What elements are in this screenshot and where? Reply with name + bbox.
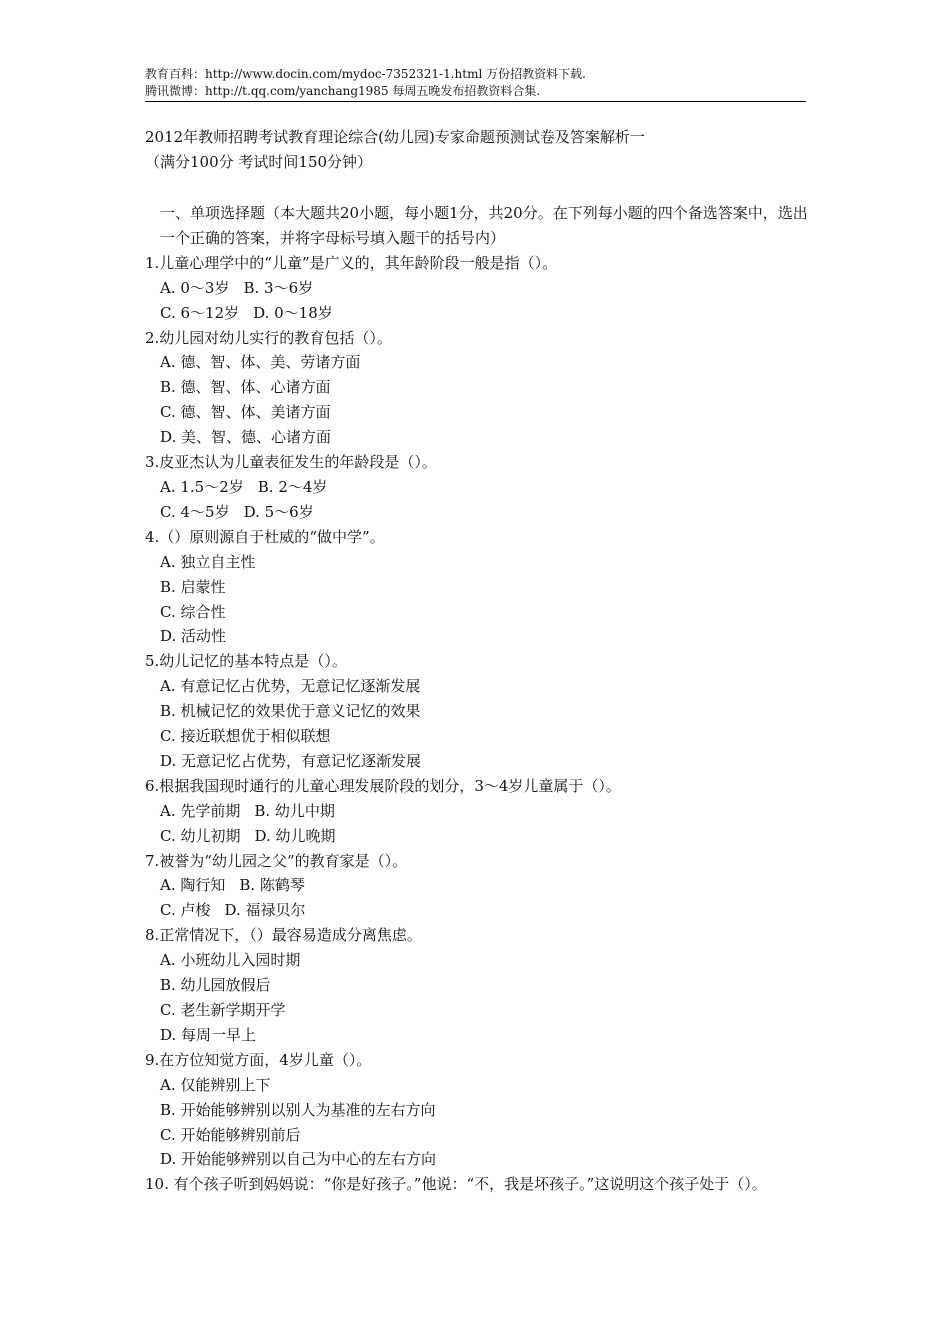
answer-option: A. 0～3岁	[160, 278, 230, 297]
question-stem: 1.儿童心理学中的“儿童”是广义的，其年龄阶段一般是指（）。	[145, 253, 558, 272]
answer-option: C. 综合性	[160, 602, 226, 621]
answer-option: A. 1.5～2岁	[160, 477, 244, 496]
answer-option: D. 开始能够辨别以自己为中心的左右方向	[160, 1150, 437, 1169]
section-intro: 一、单项选择题（本大题共20小题，每小题1分，共20分。在下列每小题的四个备选答案中，选出一个正确的答案，并将字母标号填入题干的括号内）	[160, 204, 808, 247]
header-line-weibo: 腾讯微博：http://t.qq.com/yanchang1985 每周五晚发布招教资料合集.	[145, 84, 541, 98]
option-row	[145, 973, 810, 998]
option-row	[145, 400, 810, 425]
question-stem: 3.皮亚杰认为儿童表征发生的年龄段是（）。	[145, 453, 437, 472]
answer-option: B. 幼儿园放假后	[160, 976, 271, 995]
answer-option: B. 机械记忆的效果优于意义记忆的效果	[160, 702, 421, 721]
option-row	[145, 624, 810, 649]
option-row	[145, 1147, 810, 1172]
answer-option: D. 5～6岁	[243, 502, 314, 521]
option-row	[145, 1123, 810, 1148]
question-list	[145, 251, 810, 1173]
option-row	[145, 1073, 810, 1098]
answer-option: D. 幼儿晚期	[254, 826, 336, 845]
header-line-docin: 教育百科：http://www.docin.com/mydoc-7352321-1.html 万份招教资料下载.	[145, 67, 586, 81]
question-10-stem: 10. 有个孩子听到妈妈说：“你是好孩子。”他说：“不，我是坏孩子。”这说明这个孩子处于（）。	[145, 1175, 767, 1194]
answer-option: A. 先学前期	[160, 801, 241, 820]
question-stem: 7.被誉为“幼儿园之父”的教育家是（）。	[145, 851, 408, 870]
answer-option: D. 0～18岁	[253, 303, 333, 322]
answer-option: A. 小班幼儿入园时期	[160, 951, 301, 970]
answer-option: C. 6～12岁	[160, 303, 240, 322]
answer-option: C. 德、智、体、美诸方面	[160, 403, 331, 422]
document-subtitle: （满分100分 考试时间150分钟）	[145, 153, 373, 171]
answer-option: A. 独立自主性	[160, 552, 256, 571]
option-row	[145, 301, 810, 326]
question-stem: 5.幼儿记忆的基本特点是（）。	[145, 652, 347, 671]
answer-option: B. 2～4岁	[257, 477, 328, 496]
answer-option: A. 陶行知	[160, 876, 226, 895]
answer-option: B. 3～6岁	[243, 278, 314, 297]
option-row	[145, 998, 810, 1023]
option-row	[145, 500, 810, 525]
option-row	[145, 799, 810, 824]
option-row	[145, 898, 810, 923]
answer-option: B. 开始能够辨别以别人为基准的左右方向	[160, 1100, 436, 1119]
answer-option: A. 德、智、体、美、劳诸方面	[160, 353, 361, 372]
option-row	[145, 873, 810, 898]
option-row	[145, 375, 810, 400]
option-row	[145, 749, 810, 774]
option-row	[145, 724, 810, 749]
answer-option: B. 德、智、体、心诸方面	[160, 378, 331, 397]
option-row	[145, 1098, 810, 1123]
answer-option: D. 无意记忆占优势，有意记忆逐渐发展	[160, 751, 422, 770]
answer-option: C. 幼儿初期	[160, 826, 241, 845]
question-stem: 2.幼儿园对幼儿实行的教育包括（）。	[145, 328, 392, 347]
answer-option: C. 卢梭	[160, 901, 211, 920]
answer-option: B. 陈鹤琴	[239, 876, 305, 895]
question-stem: 6.根据我国现时通行的儿童心理发展阶段的划分，3～4岁儿童属于（）。	[145, 776, 621, 795]
option-row	[145, 1023, 810, 1048]
option-row	[145, 276, 810, 301]
answer-option: B. 启蒙性	[160, 577, 226, 596]
page-header	[145, 66, 806, 102]
answer-option: C. 老生新学期开学	[160, 1001, 286, 1019]
option-row	[145, 948, 810, 973]
option-row	[145, 550, 810, 575]
option-row	[145, 674, 810, 699]
answer-option: C. 开始能够辨别前后	[160, 1125, 301, 1144]
answer-option: D. 每周一早上	[160, 1025, 257, 1044]
answer-option: B. 幼儿中期	[254, 801, 335, 820]
option-row	[145, 699, 810, 724]
option-row	[145, 575, 810, 600]
answer-option: C. 4～5岁	[160, 502, 230, 521]
answer-option: D. 活动性	[160, 627, 227, 646]
answer-option: A. 仅能辨别上下	[160, 1075, 271, 1094]
option-row	[145, 475, 810, 500]
title-block	[145, 125, 645, 175]
option-row	[145, 600, 810, 625]
option-row	[145, 425, 810, 450]
answer-option: A. 有意记忆占优势，无意记忆逐渐发展	[160, 677, 421, 696]
document-title: 2012年教师招聘考试教育理论综合(幼儿园)专家命题预测试卷及答案解析一	[145, 128, 645, 146]
option-row	[145, 350, 810, 375]
question-stem: 4.（）原则源自于杜威的“做中学”。	[145, 527, 385, 546]
option-row	[145, 824, 810, 849]
answer-option: C. 接近联想优于相似联想	[160, 727, 331, 746]
question-stem: 8.正常情况下，（）最容易造成分离焦虑。	[145, 926, 422, 945]
answer-option: D. 福禄贝尔	[224, 901, 306, 920]
answer-option: D. 美、智、德、心诸方面	[160, 428, 332, 447]
question-stem: 9.在方位知觉方面，4岁儿童（）。	[145, 1050, 372, 1069]
exam-content	[145, 201, 810, 1197]
